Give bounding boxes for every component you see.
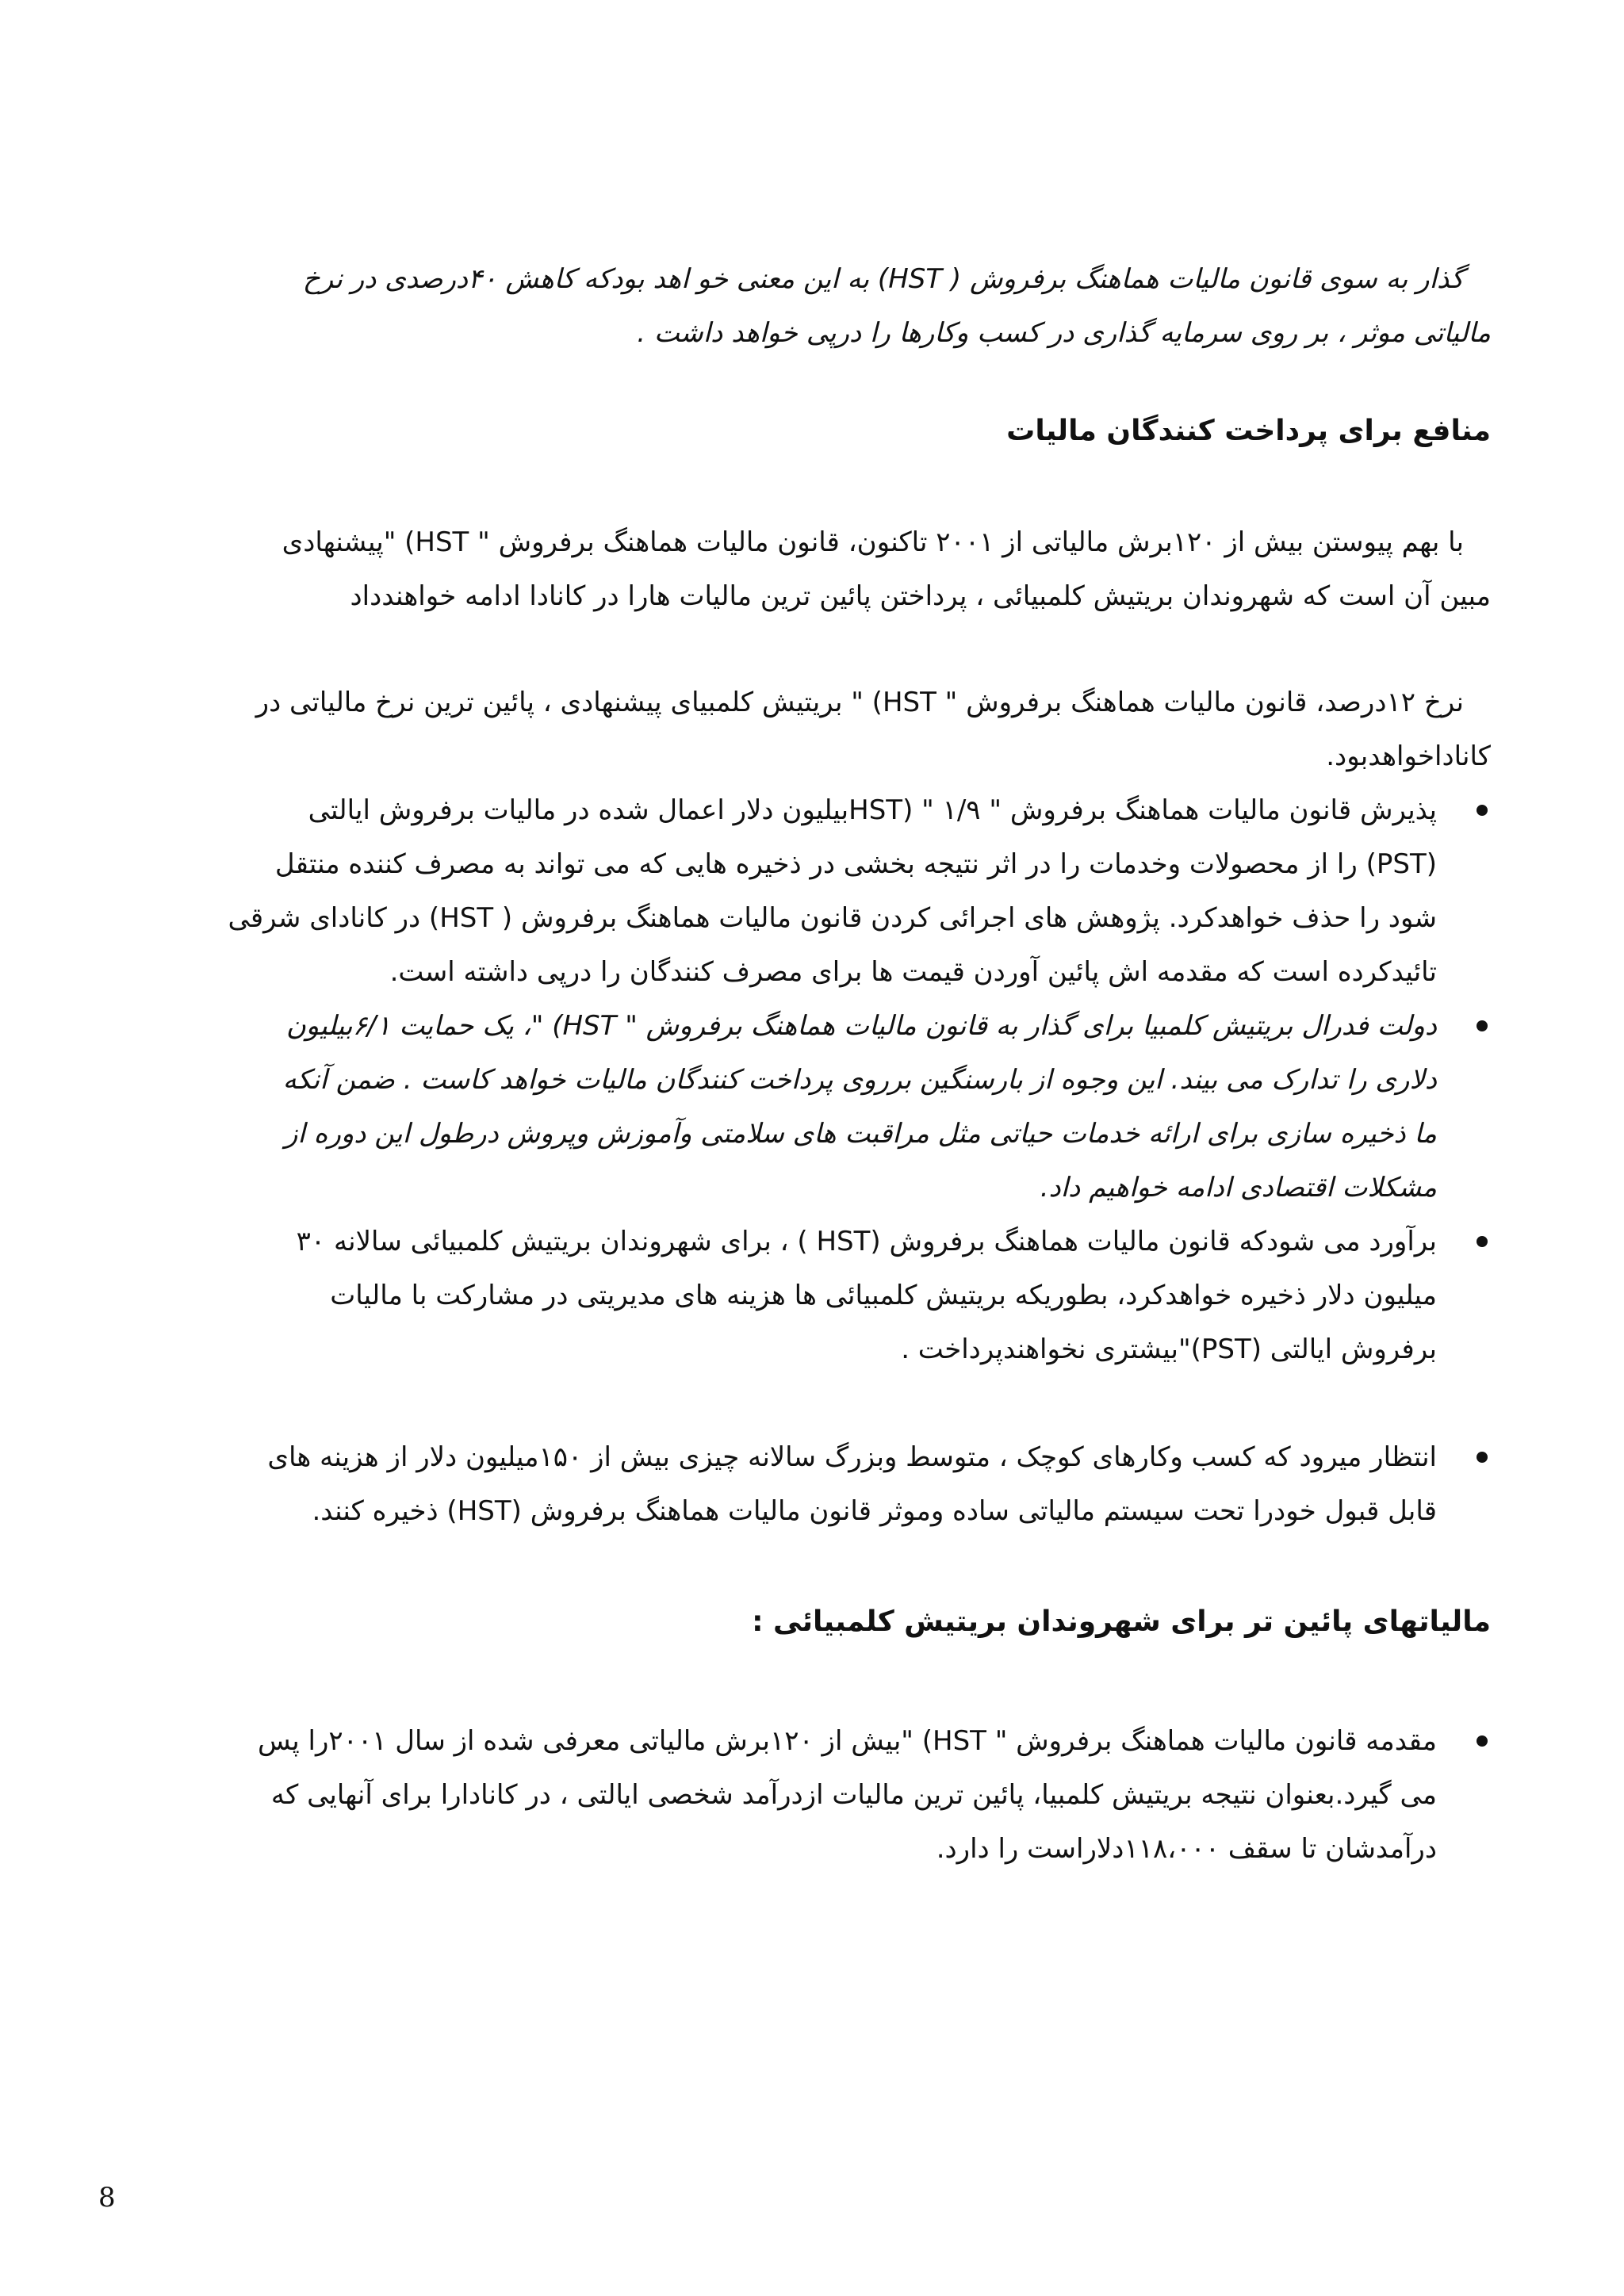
bullet-icon: [1477, 1452, 1488, 1463]
paragraph-tax-cuts: [119, 515, 1491, 623]
section-heading-lower-taxes: مالیاتهای پائین تر برای شهروندان بریتیش کلمبیائی :: [752, 1605, 1491, 1638]
list-item-line: مشکلات اقتصادی ادامه خواهیم داد.: [1040, 1172, 1437, 1203]
list-item: [119, 1215, 1491, 1376]
bullet-icon: [1477, 1020, 1488, 1031]
section-heading-taxpayer-benefits: منافع برای پرداخت کنندگان مالیات: [1006, 415, 1491, 447]
page-body: [119, 252, 1491, 1876]
list-item-line: برآورد می شودکه قانون مالیات هماهنگ برفروش (HST ) ، برای شهروندان بریتیش کلمبیائی سالانه ۳۰: [296, 1226, 1437, 1257]
bullet-icon: [1477, 1735, 1488, 1747]
intro-line-2: مالیاتی موثر ، بر روی سرمایه گذاری در کسب وکارها را درپی خواهد داشت .: [637, 317, 1491, 349]
list-item-line: دولت فدرال بریتیش کلمبیا برای گذار به قانون مالیات هماهنگ برفروش " HST) "، یک حمایت ۶/۱بیلیون: [285, 1010, 1437, 1042]
list-item-line: می گیرد.بعنوان نتیجه بریتیش کلمبیا، پائین ترین مالیات ازدرآمد شخصی ایالتی ، در کانادارا برای آنهایی که: [270, 1779, 1437, 1811]
list-item: [119, 1714, 1491, 1876]
list-item: [119, 783, 1491, 999]
page-number: 8: [98, 2182, 116, 2214]
list-item: [119, 1430, 1491, 1538]
paragraph-line: مبین آن است که شهروندان بریتیش کلمبیائی ، پرداختن پائین ترین مالیات هارا در کانادا ادامه خواهندداد: [350, 580, 1491, 612]
paragraph-tax-rate: [119, 675, 1491, 783]
list-item-line: ما ذخیره سازی برای ارائه خدمات حیاتی مثل مراقبت های سلامتی وآموزش وپروش درطول این دوره از: [284, 1118, 1437, 1150]
list-item-line: پذیرش قانون مالیات هماهنگ برفروش " HST) " ۱/۹بیلیون دلار اعمال شده در مالیات برفروش ایالتی: [308, 794, 1437, 826]
intro-paragraph: [119, 252, 1491, 360]
list-item-line: میلیون دلار ذخیره خواهدکرد، بطوریکه بریتیش کلمبیائی ها هزینه های مدیریتی در مشارکت با مالیات: [330, 1280, 1437, 1311]
bullet-icon: [1477, 1236, 1488, 1247]
list-item: [119, 999, 1491, 1215]
list-item-line: دلاری را تدارک می بیند. این وجوه از بارسنگین برروی پرداخت کنندگان مالیات خواهد کاست . ضمن آنکه: [282, 1064, 1437, 1096]
list-item-line: تائیدکرده است که مقدمه اش پائین آوردن قیمت ها برای مصرف کنندگان را درپی داشته است.: [389, 956, 1437, 988]
list-item-line: مقدمه قانون مالیات هماهنگ برفروش " HST) "بیش از ۱۲۰برش مالیاتی معرفی شده از سال ۲۰۰۱را پس: [257, 1725, 1437, 1757]
benefits-list: [119, 783, 1491, 1538]
paragraph-line: نرخ ۱۲درصد، قانون مالیات هماهنگ برفروش " HST) " بریتیش کلمبیای پیشنهادی ، پائین ترین نرخ مالیاتی در: [255, 687, 1464, 718]
list-item-line: قابل قبول خودرا تحت سیستم مالیاتی ساده وموثر قانون مالیات هماهنگ برفروش (HST) ذخیره کنند.: [312, 1495, 1437, 1527]
list-item-line: انتظار میرود که کسب وکارهای کوچک ، متوسط وبزرگ سالانه چیزی بیش از ۱۵۰میلیون دلار از هزینه های: [267, 1441, 1437, 1473]
lower-taxes-list: [119, 1714, 1491, 1876]
list-item-line: (PST) را از محصولات وخدمات را در اثر نتیجه بخشی در ذخیره هایی که می تواند به مصرف کننده منتقل: [274, 848, 1437, 880]
paragraph-line: کاناداخواهدبود.: [1326, 740, 1491, 772]
list-item-line: شود را حذف خواهدکرد. پژوهش های اجرائی کردن قانون مالیات هماهنگ برفروش ( HST) در کانادای شرقی: [228, 902, 1437, 934]
intro-line-1: گذار به سوی قانون مالیات هماهنگ برفروش ( HST) به این معنی خو اهد بودکه کاهش ۴۰درصدی در نرخ: [302, 263, 1464, 295]
paragraph-line: با بهم پیوستن بیش از ۱۲۰برش مالیاتی از ۲۰۰۱ تاکنون، قانون مالیات هماهنگ برفروش " HST) "پیشنهادی: [282, 526, 1464, 558]
list-item-line: درآمدشان تا سقف ۱۱۸،۰۰۰دلاراست را دارد.: [936, 1833, 1437, 1865]
list-item-line: برفروش ایالتی (PST)"بیشتری نخواهندپرداخت .: [901, 1334, 1437, 1365]
bullet-icon: [1477, 805, 1488, 816]
